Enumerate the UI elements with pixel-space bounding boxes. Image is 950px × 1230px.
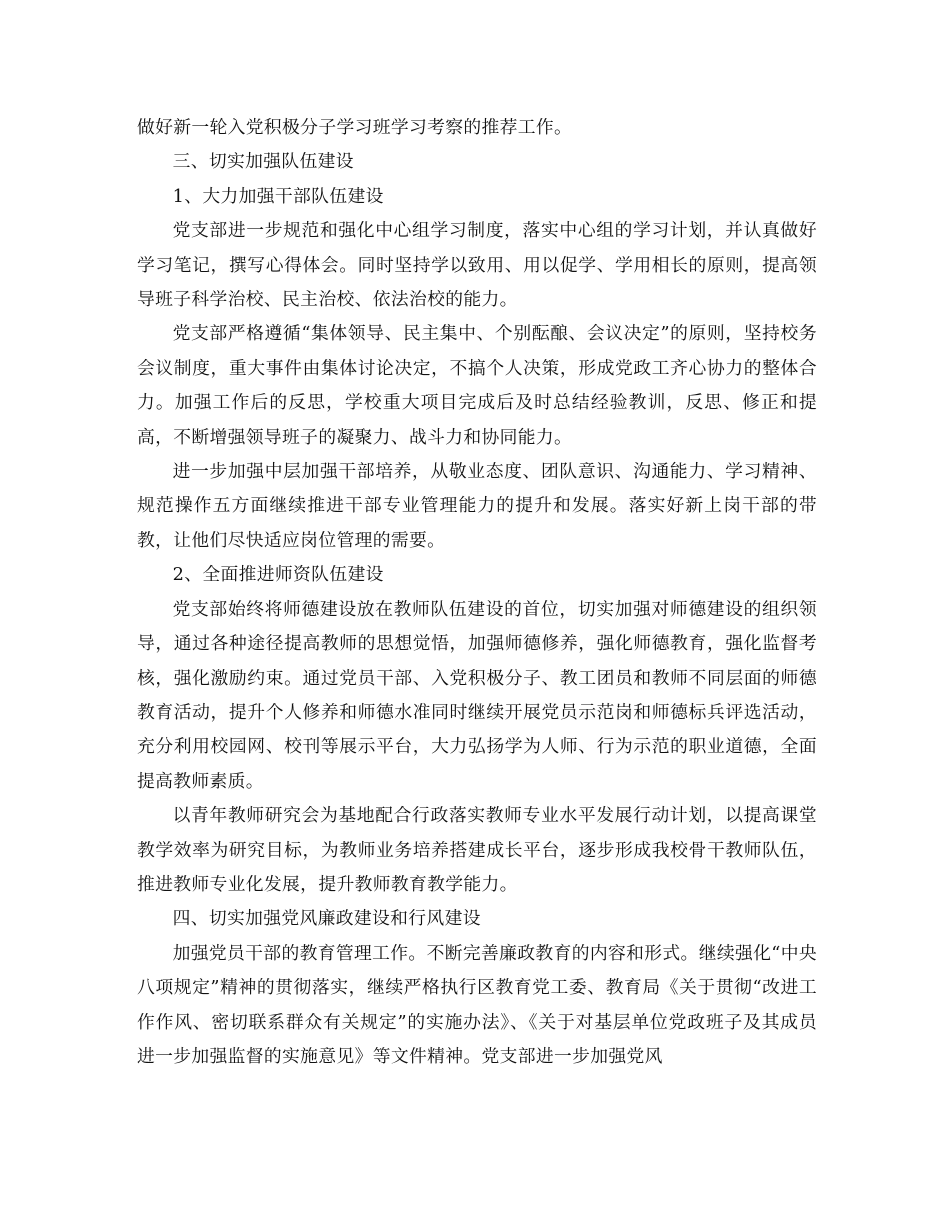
- paragraph: 以青年教师研究会为基地配合行政落实教师专业水平发展行动计划，以提高课堂教学效率为研究目标，为教师业务培养搭建成长平台，逐步形成我校骨干教师队伍，推进教师专业化发展，提升教师教育教学能力。: [137, 805, 817, 895]
- document-body: [137, 111, 817, 1074]
- paragraph: 进一步加强中层加强干部培养，从敬业态度、团队意识、沟通能力、学习精神、规范操作五方面继续推进干部专业管理能力的提升和发展。落实好新上岗干部的带教，让他们尽快适应岗位管理的需要。: [137, 461, 817, 551]
- paragraph: 党支部进一步规范和强化中心组学习制度，落实中心组的学习计划，并认真做好学习笔记，撰写心得体会。同时坚持学以致用、用以促学、学用相长的原则，提高领导班子科学治校、民主治校、依法治校的能力。: [137, 220, 817, 311]
- subsection-heading-2: 2、全面推进师资队伍建设: [172, 564, 384, 586]
- paragraph: 加强党员干部的教育管理工作。不断完善廉政教育的内容和形式。继续强化“中央八项规定”精神的贯彻落实，继续严格执行区教育党工委、教育局《关于贯彻“改进工作作风、密切联系群众有关规定”的实施办法》、《关于对基层单位党政班子及其成员进一步加强监督的实施意见》等文件精神。党支部进一步加强党风: [137, 942, 817, 1067]
- paragraph: 党支部严格遵循“集体领导、民主集中、个别酝酿、会议决定”的原则，坚持校务会议制度，重大事件由集体讨论决定，不搞个人决策，形成党政工齐心协力的整体合力。加强工作后的反思，学校重大项目完成后及时总结经验教训，反思、修正和提高，不断增强领导班子的凝聚力、战斗力和协同能力。: [137, 323, 817, 448]
- paragraph-continuation: 做好新一轮入党积极分子学习班学习考察的推荐工作。: [137, 117, 573, 138]
- section-heading-4: 四、切实加强党风廉政建设和行风建设: [172, 908, 481, 930]
- section-heading-3: 三、切实加强队伍建设: [172, 151, 354, 173]
- subsection-heading-1: 1、大力加强干部队伍建设: [172, 185, 384, 207]
- paragraph: 党支部始终将师德建设放在教师队伍建设的首位，切实加强对师德建设的组织领导，通过各种途径提高教师的思想觉悟，加强师德修养，强化师德教育，强化监督考核，强化激励约束。通过党员干部、入党积极分子、教工团员和教师不同层面的师德教育活动，提升个人修养和师德水准同时继续开展党员示范岗和师德标兵评选活动，充分利用校园网、校刊等展示平台，大力弘扬学为人师、行为示范的职业道德，全面提高教师素质。: [137, 598, 817, 792]
